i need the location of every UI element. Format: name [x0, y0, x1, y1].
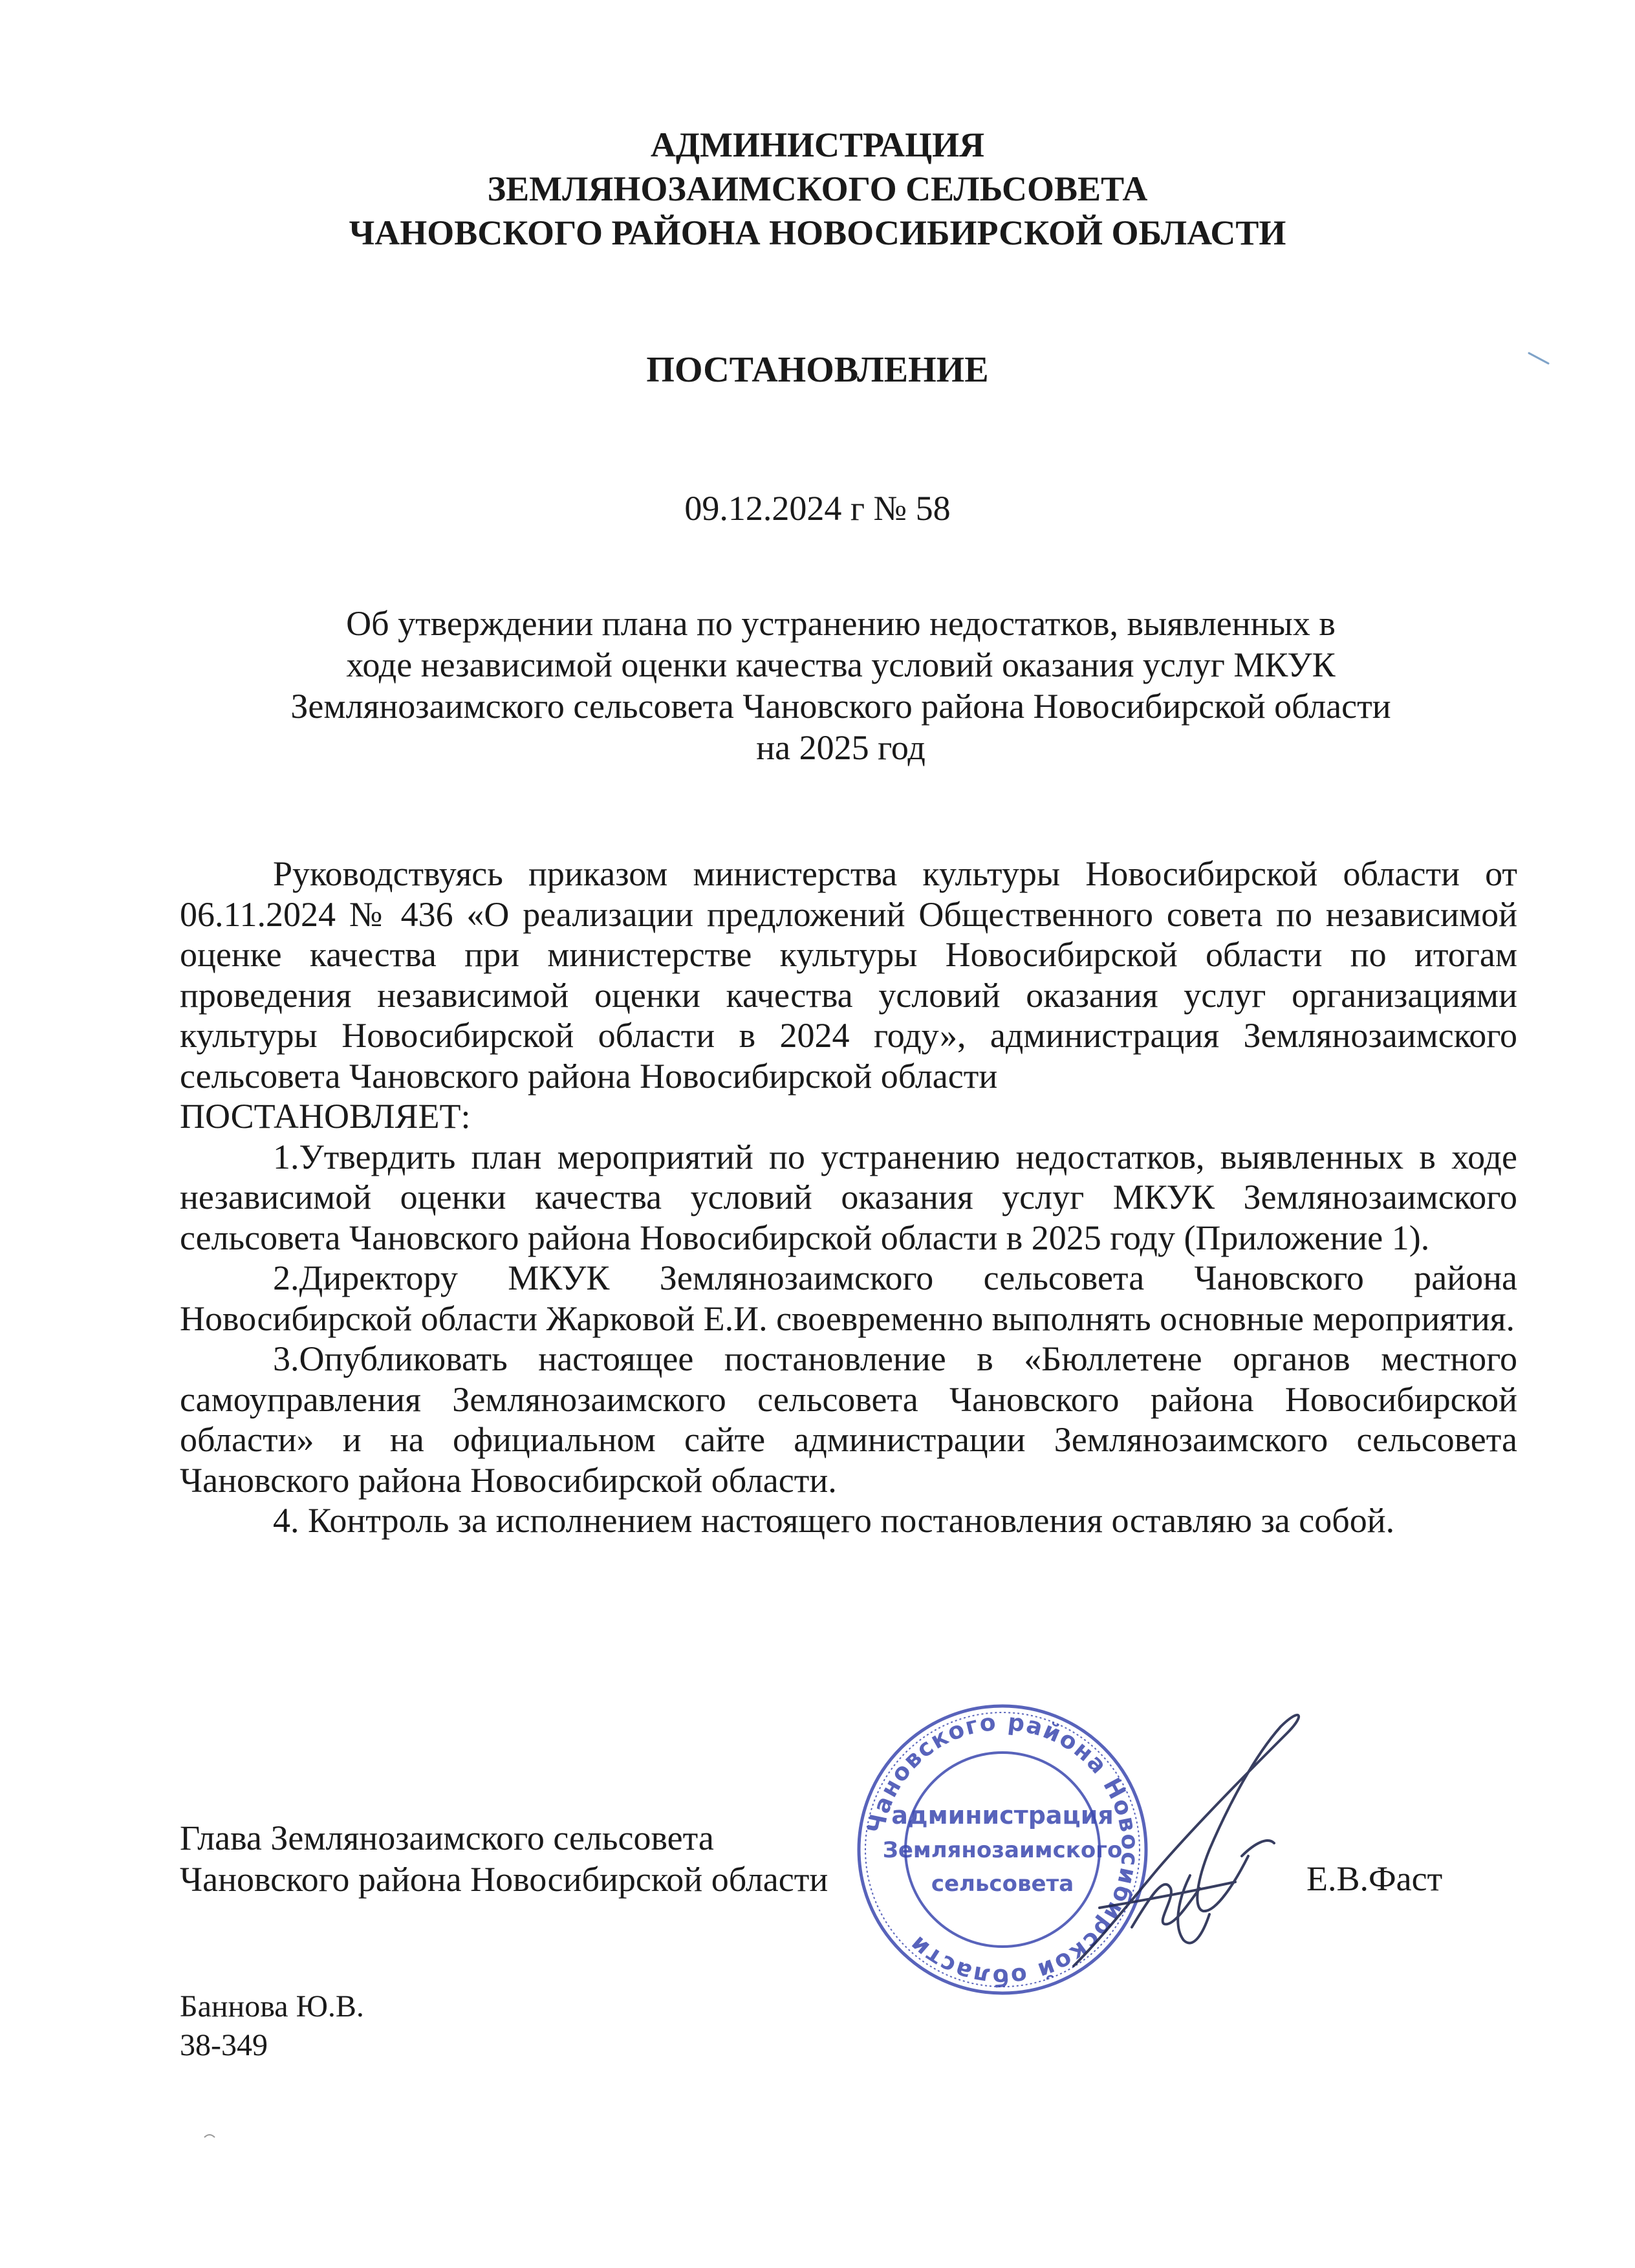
subject-line-4: на 2025 год	[756, 728, 926, 767]
scan-speck-dot	[200, 2131, 220, 2144]
subject-line-2: ходе независимой оценки качества условий оказания услуг МКУК	[346, 645, 1336, 684]
document-subject	[246, 603, 1436, 768]
document-date-number: 09.12.2024 г № 58	[684, 489, 951, 528]
resolves-heading: ПОСТАНОВЛЯЕТ:	[180, 1097, 471, 1136]
stamp-center-line-3: сельсовета	[931, 1871, 1074, 1897]
executor-name: Баннова Ю.В.	[180, 1989, 364, 2024]
scan-speck-mark	[1526, 349, 1552, 369]
stamp-ring-text: Чановского района Новосибирской области	[863, 1709, 1143, 1991]
handwritten-signature	[1061, 1694, 1358, 1985]
stamp-center-line-2: Землянозаимского	[882, 1837, 1123, 1863]
executor-phone: 38-349	[180, 2028, 268, 2062]
signatory-name: Е.В.Фаст	[1306, 1859, 1443, 1898]
stamp-center-line-1: администрация	[891, 1801, 1114, 1830]
item-paragraph-1: 1.Утвердить план мероприятий по устранению недостатков, выявленных в ходе независимой оценки качества условий оказания услуг МКУК Землянозаимского сельсовета Чановского района Новосибирской области в 2025 году (Приложение 1).	[180, 1137, 1517, 1257]
organization-header	[0, 123, 1635, 255]
header-line-3: ЧАНОВСКОГО РАЙОНА НОВОСИБИРСКОЙ ОБЛАСТИ	[349, 213, 1286, 252]
subject-line-1: Об утверждении плана по устранению недостатков, выявленных в	[346, 604, 1336, 643]
signatory-position-line-1: Глава Землянозаимского сельсовета	[180, 1819, 714, 1857]
header-line-1: АДМИНИСТРАЦИЯ	[650, 125, 985, 164]
item-paragraph-2: 2.Директору МКУК Землянозаимского сельсовета Чановского района Новосибирской области Жарковой Е.И. своевременно выполнять основные мероприятия.	[180, 1258, 1517, 1338]
header-line-2: ЗЕМЛЯНОЗАИМСКОГО СЕЛЬСОВЕТА	[487, 169, 1148, 208]
subject-line-3: Землянозаимского сельсовета Чановского района Новосибирской области	[290, 687, 1391, 726]
item-paragraph-4: 4. Контроль за исполнением настоящего постановления оставляю за собой.	[273, 1501, 1395, 1540]
document-body	[180, 854, 1517, 1541]
executor-info	[180, 1987, 364, 2065]
preamble-paragraph: Руководствуясь приказом министерства культуры Новосибирской области от 06.11.2024 № 436 «О реализации предложений Общественного совета по независимой оценке качества при министерстве культуры Новосибирской области по итогам проведения независимой оценки качества условий оказания услуг организациями культуры Новосибирской области в 2024 году», администрация Землянозаимского сельсовета Чановского района Новосибирской области	[180, 854, 1517, 1096]
signatory-position-line-2: Чановского района Новосибирской области	[180, 1860, 828, 1899]
document-type: ПОСТАНОВЛЕНИЕ	[646, 350, 989, 390]
signatory-position	[180, 1817, 828, 1900]
item-paragraph-3: 3.Опубликовать настоящее постановление в «Бюллетене органов местного самоуправления Землянозаимского сельсовета Чановского района Новосибирской области» и на официальном сайте администрации Землянозаимского сельсовета Чановского района Новосибирской области.	[180, 1339, 1517, 1500]
